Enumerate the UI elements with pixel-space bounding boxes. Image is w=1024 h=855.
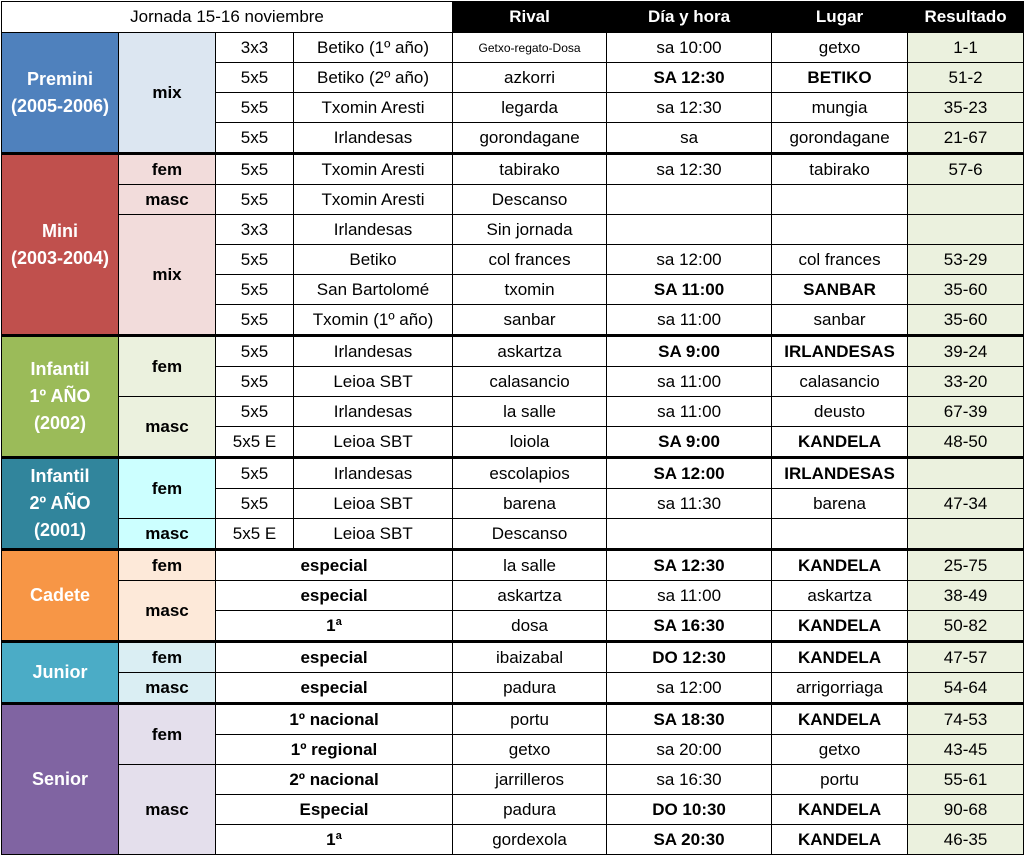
format-cell: 5x5 xyxy=(216,305,294,336)
dia-cell: sa 11:00 xyxy=(607,305,772,336)
resultado-cell: 21-67 xyxy=(908,123,1024,154)
lugar-cell: KANDELA xyxy=(772,611,908,642)
team-cell: Betiko (1º año) xyxy=(294,33,453,63)
rival-cell: sanbar xyxy=(453,305,607,336)
resultado-cell xyxy=(908,458,1024,489)
team-cell: Leioa SBT xyxy=(294,489,453,519)
resultado-cell: 50-82 xyxy=(908,611,1024,642)
resultado-cell: 53-29 xyxy=(908,245,1024,275)
rival-cell: legarda xyxy=(453,93,607,123)
dia-cell xyxy=(607,215,772,245)
team-cell: Irlandesas xyxy=(294,458,453,489)
subgroup-mini-fem: fem xyxy=(119,154,216,185)
lugar-cell: getxo xyxy=(772,735,908,765)
lugar-cell: calasancio xyxy=(772,367,908,397)
resultado-cell: 38-49 xyxy=(908,581,1024,611)
team-cell: especial xyxy=(216,642,453,673)
dia-cell: SA 12:00 xyxy=(607,458,772,489)
format-cell: 5x5 E xyxy=(216,427,294,458)
format-cell: 5x5 xyxy=(216,154,294,185)
subgroup-cadete-masc: masc xyxy=(119,581,216,642)
category-infantil-1: Infantil 1º AÑO (2002) xyxy=(2,336,119,458)
format-cell: 5x5 xyxy=(216,93,294,123)
subgroup-senior-masc: masc xyxy=(119,765,216,855)
rival-cell: la salle xyxy=(453,550,607,581)
lugar-cell: IRLANDESAS xyxy=(772,458,908,489)
lugar-cell: KANDELA xyxy=(772,642,908,673)
table-row xyxy=(2,185,1024,215)
team-cell: Especial xyxy=(216,795,453,825)
format-cell: 5x5 xyxy=(216,367,294,397)
subgroup-inf1-fem: fem xyxy=(119,336,216,397)
team-cell: Leioa SBT xyxy=(294,519,453,550)
table-row xyxy=(2,550,1024,581)
format-cell: 3x3 xyxy=(216,215,294,245)
lugar-cell: askartza xyxy=(772,581,908,611)
team-cell: Txomin (1º año) xyxy=(294,305,453,336)
header-rival: Rival xyxy=(453,2,607,33)
table-row xyxy=(2,458,1024,489)
rival-cell: getxo xyxy=(453,735,607,765)
dia-cell: sa 12:30 xyxy=(607,154,772,185)
team-cell: Betiko (2º año) xyxy=(294,63,453,93)
format-cell: 5x5 xyxy=(216,185,294,215)
resultado-cell: 48-50 xyxy=(908,427,1024,458)
table-row xyxy=(2,336,1024,367)
dia-cell: sa xyxy=(607,123,772,154)
lugar-cell xyxy=(772,519,908,550)
team-cell: Betiko xyxy=(294,245,453,275)
team-cell: Txomin Aresti xyxy=(294,154,453,185)
resultado-cell: 35-60 xyxy=(908,275,1024,305)
team-cell: San Bartolomé xyxy=(294,275,453,305)
lugar-cell: KANDELA xyxy=(772,427,908,458)
subgroup-mini-masc: masc xyxy=(119,185,216,215)
dia-cell: SA 9:00 xyxy=(607,427,772,458)
resultado-cell xyxy=(908,519,1024,550)
format-cell: 5x5 xyxy=(216,397,294,427)
dia-cell: sa 11:00 xyxy=(607,397,772,427)
lugar-cell xyxy=(772,215,908,245)
rival-cell: padura xyxy=(453,673,607,704)
team-cell: 1º nacional xyxy=(216,704,453,735)
resultado-cell: 35-23 xyxy=(908,93,1024,123)
header-resultado: Resultado xyxy=(908,2,1024,33)
lugar-cell: col frances xyxy=(772,245,908,275)
subgroup-cadete-fem: fem xyxy=(119,550,216,581)
table-row xyxy=(2,397,1024,427)
subgroup-mini-mix: mix xyxy=(119,215,216,336)
format-cell: 5x5 xyxy=(216,336,294,367)
dia-cell: SA 16:30 xyxy=(607,611,772,642)
rival-cell: Descanso xyxy=(453,185,607,215)
lugar-cell: mungia xyxy=(772,93,908,123)
resultado-cell: 90-68 xyxy=(908,795,1024,825)
resultado-cell xyxy=(908,185,1024,215)
rival-cell: la salle xyxy=(453,397,607,427)
dia-cell: sa 12:00 xyxy=(607,245,772,275)
rival-cell: gordexola xyxy=(453,825,607,855)
lugar-cell: getxo xyxy=(772,33,908,63)
dia-cell: sa 20:00 xyxy=(607,735,772,765)
lugar-cell: KANDELA xyxy=(772,825,908,855)
table-row xyxy=(2,581,1024,611)
subgroup-junior-fem: fem xyxy=(119,642,216,673)
lugar-cell: KANDELA xyxy=(772,550,908,581)
rival-cell: Sin jornada xyxy=(453,215,607,245)
rival-cell: ibaizabal xyxy=(453,642,607,673)
team-cell: Leioa SBT xyxy=(294,367,453,397)
subgroup-junior-masc: masc xyxy=(119,673,216,704)
rival-cell: col frances xyxy=(453,245,607,275)
team-cell: Irlandesas xyxy=(294,336,453,367)
jornada-title: Jornada 15-16 noviembre xyxy=(2,2,453,33)
rival-cell: Descanso xyxy=(453,519,607,550)
rival-cell: Getxo-regato-Dosa xyxy=(453,33,607,63)
table-row xyxy=(2,154,1024,185)
rival-cell: jarrilleros xyxy=(453,765,607,795)
category-mini: Mini (2003-2004) xyxy=(2,154,119,336)
subgroup-inf2-masc: masc xyxy=(119,519,216,550)
format-cell: 5x5 xyxy=(216,489,294,519)
format-cell: 5x5 xyxy=(216,123,294,154)
dia-cell: sa 11:00 xyxy=(607,367,772,397)
resultado-cell: 33-20 xyxy=(908,367,1024,397)
lugar-cell: sanbar xyxy=(772,305,908,336)
resultado-cell: 57-6 xyxy=(908,154,1024,185)
table-row xyxy=(2,215,1024,245)
category-senior: Senior xyxy=(2,704,119,855)
lugar-cell: SANBAR xyxy=(772,275,908,305)
subgroup-premini-mix: mix xyxy=(119,33,216,154)
resultado-cell: 74-53 xyxy=(908,704,1024,735)
lugar-cell: barena xyxy=(772,489,908,519)
team-cell: 1ª xyxy=(216,611,453,642)
team-cell: especial xyxy=(216,581,453,611)
dia-cell: SA 20:30 xyxy=(607,825,772,855)
team-cell: Txomin Aresti xyxy=(294,185,453,215)
dia-cell: sa 16:30 xyxy=(607,765,772,795)
dia-cell: sa 12:00 xyxy=(607,673,772,704)
team-cell: 1ª xyxy=(216,825,453,855)
rival-cell: barena xyxy=(453,489,607,519)
rival-cell: escolapios xyxy=(453,458,607,489)
rival-cell: padura xyxy=(453,795,607,825)
resultado-cell: 35-60 xyxy=(908,305,1024,336)
team-cell: Irlandesas xyxy=(294,123,453,154)
subgroup-inf2-fem: fem xyxy=(119,458,216,519)
team-cell: Irlandesas xyxy=(294,215,453,245)
format-cell: 5x5 xyxy=(216,245,294,275)
lugar-cell: arrigorriaga xyxy=(772,673,908,704)
header-lugar: Lugar xyxy=(772,2,908,33)
lugar-cell: BETIKO xyxy=(772,63,908,93)
rival-cell: askartza xyxy=(453,336,607,367)
team-cell: especial xyxy=(216,673,453,704)
resultado-cell: 25-75 xyxy=(908,550,1024,581)
dia-cell: SA 12:30 xyxy=(607,63,772,93)
rival-cell: azkorri xyxy=(453,63,607,93)
lugar-cell: KANDELA xyxy=(772,795,908,825)
lugar-cell: portu xyxy=(772,765,908,795)
team-cell: Leioa SBT xyxy=(294,427,453,458)
resultado-cell: 51-2 xyxy=(908,63,1024,93)
lugar-cell: deusto xyxy=(772,397,908,427)
table-row xyxy=(2,704,1024,735)
format-cell: 5x5 xyxy=(216,63,294,93)
resultado-cell: 55-61 xyxy=(908,765,1024,795)
resultado-cell: 46-35 xyxy=(908,825,1024,855)
dia-cell: DO 10:30 xyxy=(607,795,772,825)
rival-cell: portu xyxy=(453,704,607,735)
lugar-cell: gorondagane xyxy=(772,123,908,154)
dia-cell: DO 12:30 xyxy=(607,642,772,673)
lugar-cell xyxy=(772,185,908,215)
format-cell: 5x5 xyxy=(216,458,294,489)
resultado-cell xyxy=(908,215,1024,245)
dia-cell: SA 18:30 xyxy=(607,704,772,735)
table-row xyxy=(2,642,1024,673)
dia-cell: sa 12:30 xyxy=(607,93,772,123)
table-row xyxy=(2,33,1024,63)
rival-cell: askartza xyxy=(453,581,607,611)
rival-cell: gorondagane xyxy=(453,123,607,154)
dia-cell: sa 10:00 xyxy=(607,33,772,63)
table-row xyxy=(2,673,1024,704)
category-junior: Junior xyxy=(2,642,119,704)
table-row xyxy=(2,765,1024,795)
resultado-cell: 39-24 xyxy=(908,336,1024,367)
table-row xyxy=(2,519,1024,550)
team-cell: Irlandesas xyxy=(294,397,453,427)
resultado-cell: 47-57 xyxy=(908,642,1024,673)
category-cadete: Cadete xyxy=(2,550,119,642)
subgroup-senior-fem: fem xyxy=(119,704,216,765)
team-cell: 2º nacional xyxy=(216,765,453,795)
dia-cell xyxy=(607,185,772,215)
resultado-cell: 43-45 xyxy=(908,735,1024,765)
schedule-table xyxy=(1,1,1024,855)
team-cell: Txomin Aresti xyxy=(294,93,453,123)
category-premini: Premini (2005-2006) xyxy=(2,33,119,154)
rival-cell: loiola xyxy=(453,427,607,458)
team-cell: especial xyxy=(216,550,453,581)
format-cell: 3x3 xyxy=(216,33,294,63)
header-dia-hora: Día y hora xyxy=(607,2,772,33)
dia-cell: sa 11:00 xyxy=(607,581,772,611)
dia-cell: SA 11:00 xyxy=(607,275,772,305)
team-cell: 1º regional xyxy=(216,735,453,765)
lugar-cell: IRLANDESAS xyxy=(772,336,908,367)
subgroup-inf1-masc: masc xyxy=(119,397,216,458)
dia-cell: SA 9:00 xyxy=(607,336,772,367)
dia-cell xyxy=(607,519,772,550)
rival-cell: calasancio xyxy=(453,367,607,397)
lugar-cell: KANDELA xyxy=(772,704,908,735)
dia-cell: sa 11:30 xyxy=(607,489,772,519)
category-infantil-2: Infantil 2º AÑO (2001) xyxy=(2,458,119,550)
format-cell: 5x5 E xyxy=(216,519,294,550)
rival-cell: tabirako xyxy=(453,154,607,185)
resultado-cell: 54-64 xyxy=(908,673,1024,704)
format-cell: 5x5 xyxy=(216,275,294,305)
resultado-cell: 47-34 xyxy=(908,489,1024,519)
lugar-cell: tabirako xyxy=(772,154,908,185)
resultado-cell: 67-39 xyxy=(908,397,1024,427)
resultado-cell: 1-1 xyxy=(908,33,1024,63)
dia-cell: SA 12:30 xyxy=(607,550,772,581)
rival-cell: dosa xyxy=(453,611,607,642)
rival-cell: txomin xyxy=(453,275,607,305)
header-row xyxy=(2,2,1024,33)
